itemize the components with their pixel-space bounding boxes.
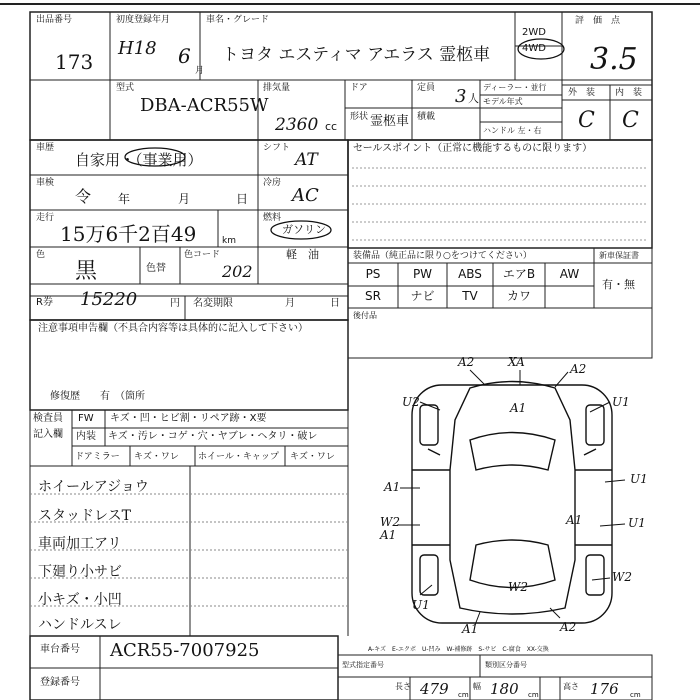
aircon-value: AC xyxy=(292,185,319,206)
damage-mark: A2 xyxy=(560,620,577,634)
damage-mark: W2 xyxy=(380,515,400,529)
drive-4wd: 4WD xyxy=(522,43,546,54)
drive-2wd: 2WD xyxy=(522,27,546,38)
label-interior: 内 装 xyxy=(615,88,643,98)
label-inspection: 車検 xyxy=(36,178,55,188)
label-displacement: 排気量 xyxy=(263,83,291,93)
label-exterior: 外 装 xyxy=(568,88,596,98)
check-int-head: 内装 xyxy=(76,431,96,442)
label-repair-history: 修復歴 有 （箇所 xyxy=(50,391,145,402)
label-handle: ハンドル 左・右 xyxy=(483,126,542,135)
equip-leather: カワ xyxy=(506,289,531,303)
capacity-value: 3 xyxy=(455,86,467,107)
note-item: 車両加工アリ xyxy=(38,536,122,552)
equip-ps: PS xyxy=(365,267,381,281)
damage-mark: U2 xyxy=(402,395,420,409)
damage-mark: A2 xyxy=(458,355,475,369)
label-width: 幅 xyxy=(473,682,481,691)
label-car-name: 車名・グレード xyxy=(206,15,270,25)
equip-pw: PW xyxy=(412,267,433,281)
grade-score-value: 3.5 xyxy=(590,42,638,77)
length-unit: cm xyxy=(458,691,469,699)
label-cat-no: 類別区分番号 xyxy=(485,661,527,669)
mileage-value: 15万6千2百49 xyxy=(60,222,197,246)
month-unit-2: 月 xyxy=(178,192,191,206)
name-change-day: 日 xyxy=(330,298,340,309)
note-item: ハンドルスレ xyxy=(38,617,122,633)
person-unit: 人 xyxy=(468,92,479,105)
note-item: ホイールアジョウ xyxy=(38,479,149,495)
year-unit: 年 xyxy=(118,192,131,206)
label-load: 積載 xyxy=(417,112,436,122)
label-color-change: 色替 xyxy=(146,263,166,274)
height-value: 176 xyxy=(590,680,619,698)
interior-grade: C xyxy=(622,108,639,133)
fuel-diesel: 軽 油 xyxy=(286,248,319,261)
model-value: DBA-ACR55W xyxy=(140,95,269,116)
damage-mark: U1 xyxy=(412,598,430,612)
month-unit: 月 xyxy=(195,66,205,76)
label-reg-no: 登録番号 xyxy=(40,677,80,688)
check-mirror-text: キズ・ワレ xyxy=(134,452,179,462)
label-notes: 注意事項申告欄（不具合内容等は具体的に記入して下さい） xyxy=(38,323,308,334)
damage-mark: U1 xyxy=(630,472,648,486)
label-model-year: モデル年式 xyxy=(483,97,523,106)
label-sales-point: セールスポイント（正常に機能するものに限ります） xyxy=(353,143,593,154)
note-item: 下廻り小サビ xyxy=(38,564,122,580)
check-mirror-head: ドアミラー xyxy=(75,452,120,462)
use-value: 自家用・（事業用） xyxy=(75,151,203,169)
equip-abs: ABS xyxy=(458,267,482,281)
note-item: スタッドレスT xyxy=(38,508,131,524)
label-fuel: 燃料 xyxy=(263,213,282,223)
exterior-grade: C xyxy=(578,108,595,133)
label-warranty: 新車保証書 xyxy=(599,251,639,260)
warranty-value: 有・無 xyxy=(602,278,635,291)
label-capacity: 定員 xyxy=(417,83,436,93)
check-fw-text: キズ・凹・ヒビ割・リペア跡・X要 xyxy=(110,413,267,424)
label-lot-no: 出品番号 xyxy=(36,15,73,25)
label-model: 型式 xyxy=(116,83,135,93)
equip-aw: AW xyxy=(559,267,580,281)
damage-mark: XA xyxy=(508,355,525,369)
yen-unit: 円 xyxy=(170,298,180,309)
check-fw-head: FW xyxy=(78,413,94,424)
label-first-reg: 初度登録年月 xyxy=(116,15,171,25)
label-equipment: 装備品（純正品に限り○をつけてください） xyxy=(353,251,532,261)
fuel-gas: ガソリン xyxy=(282,223,326,236)
label-aircon: 冷房 xyxy=(263,178,282,188)
label-after-fit: 後付品 xyxy=(353,311,377,320)
equip-airbag: エアB xyxy=(502,267,536,281)
chassis-value: ACR55-7007925 xyxy=(110,640,260,661)
label-shift: シフト xyxy=(263,143,291,153)
label-shape: 形状 xyxy=(350,112,369,122)
equip-navi: ナビ xyxy=(410,289,435,303)
width-value: 180 xyxy=(490,680,519,698)
label-dealer: ディーラー・並行 xyxy=(483,83,547,92)
lot-number: 173 xyxy=(55,50,94,74)
label-length: 長さ xyxy=(395,682,411,691)
first-reg-month: 6 xyxy=(178,44,191,68)
damage-legend: A-キズ E-エクボ U-凹み W-補修跡 S-サビ C-腐食 XX-交換 xyxy=(368,646,549,653)
damage-mark: U1 xyxy=(612,395,630,409)
km-unit: km xyxy=(222,236,236,246)
name-change-month: 月 xyxy=(285,298,295,309)
label-color: 色 xyxy=(36,250,46,260)
length-value: 479 xyxy=(420,680,449,698)
note-item: 小キズ・小凹 xyxy=(38,592,122,608)
label-door: ドア xyxy=(350,83,368,93)
check-wheel-head: ホイール・キャップ xyxy=(198,452,279,462)
label-name-change: 名変期限 xyxy=(193,298,233,309)
color-code-value: 202 xyxy=(222,262,253,281)
equip-tv: TV xyxy=(462,289,478,303)
damage-mark: A1 xyxy=(462,622,479,636)
damage-mark: A2 xyxy=(570,362,587,376)
color-value: 黒 xyxy=(75,259,98,284)
label-use: 車歴 xyxy=(36,143,55,153)
check-int-text: キズ・汚レ・コゲ・穴・ヤブレ・ヘタリ・破レ xyxy=(108,431,318,442)
damage-mark: A1 xyxy=(566,513,583,527)
damage-mark: W2 xyxy=(508,580,528,594)
day-unit: 日 xyxy=(236,192,249,206)
damage-mark: A1 xyxy=(384,480,401,494)
label-color-code: 色コード xyxy=(184,250,221,260)
recycle-value: 15220 xyxy=(80,289,138,310)
damage-mark: A1 xyxy=(380,528,397,542)
shape-value: 霊柩車 xyxy=(370,114,410,129)
height-unit: cm xyxy=(630,691,641,699)
label-mileage: 走行 xyxy=(36,213,55,223)
first-reg-era: H18 xyxy=(118,38,157,59)
cc-unit: cc xyxy=(325,120,338,133)
label-recycle: R券 xyxy=(36,297,53,308)
label-sep-cert: 型式指定番号 xyxy=(342,661,384,669)
label-remarks: 記入欄 xyxy=(33,429,63,440)
check-wheel-text: キズ・ワレ xyxy=(290,452,335,462)
label-chassis: 車台番号 xyxy=(40,644,80,655)
damage-mark: W2 xyxy=(612,570,632,584)
damage-mark: A1 xyxy=(510,401,527,415)
label-inspector: 検査員 xyxy=(33,413,63,424)
damage-mark: U1 xyxy=(628,516,646,530)
label-height: 高さ xyxy=(563,682,579,691)
shift-value: AT xyxy=(295,150,318,170)
displacement-value: 2360 xyxy=(275,115,319,135)
width-unit: cm xyxy=(528,691,539,699)
equip-sr: SR xyxy=(365,289,381,303)
car-name-value: トヨタ エスティマ アエラス 霊柩車 xyxy=(222,45,491,65)
label-grade-score: 評 価 点 xyxy=(575,16,621,26)
inspection-era: 令 xyxy=(75,187,92,206)
